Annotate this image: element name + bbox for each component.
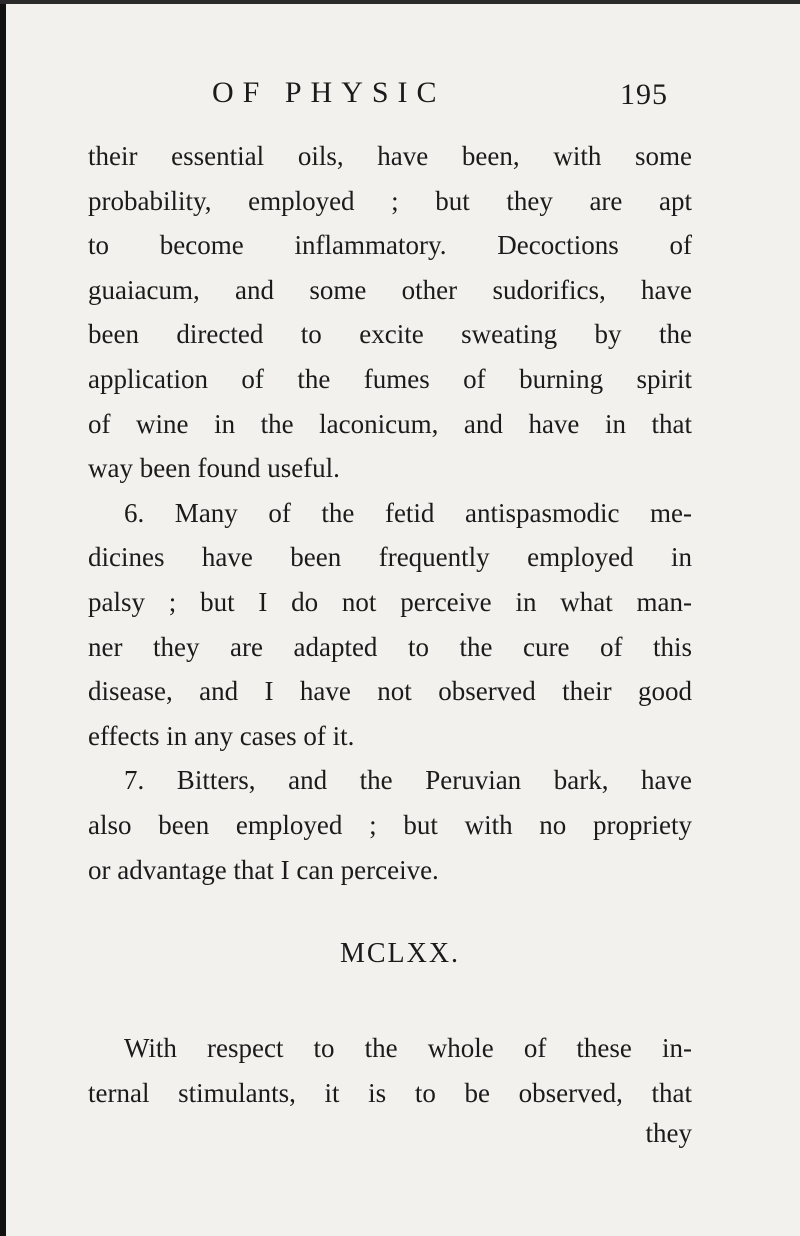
page-top-shadow — [0, 0, 800, 4]
text-line: application of the fumes of burning spirit — [88, 363, 692, 394]
text-line: also been employed ; but with no propriety — [88, 809, 692, 840]
text-line: dicines have been frequently employed in — [88, 542, 692, 573]
section-heading: MCLXX. — [339, 938, 461, 969]
page-number: 195 — [620, 78, 668, 111]
text-line: With respect to the whole of these in- — [124, 1033, 692, 1063]
text-line: palsy ; but I do not perceive in what man- — [88, 586, 692, 617]
paragraph-7-start: 7. Bitters, and the Peruvian bark, have — [124, 765, 692, 796]
text-line: ner they are adapted to the cure of this — [88, 631, 692, 662]
text-line: effects in any cases of it. — [88, 720, 355, 751]
text-line: their essential oils, have been, with some — [88, 141, 692, 171]
running-head: OF PHYSIC — [212, 76, 446, 109]
text-line: been directed to excite sweating by the — [88, 319, 692, 350]
text-line: or advantage that I can perceive. — [88, 854, 439, 885]
final-paragraph — [88, 1026, 692, 1115]
text-line: ternal stimulants, it is to be observed, that — [88, 1077, 692, 1108]
text-line: of wine in the laconicum, and have in that — [88, 408, 692, 439]
body-text — [88, 134, 692, 892]
page-header — [0, 76, 800, 116]
text-line: disease, and I have not observed their good — [88, 676, 692, 707]
text-line: probability, employed ; but they are apt — [88, 185, 692, 216]
text-line: guaiacum, and some other sudorifics, have — [88, 274, 692, 305]
page-edge-shadow — [0, 0, 6, 1236]
text-line: way been found useful. — [88, 453, 340, 484]
catchword: they — [645, 1118, 692, 1148]
paragraph-6-start: 6. Many of the fetid antispasmodic me- — [124, 497, 692, 528]
text-line: to become inflammatory. Decoctions of — [88, 230, 692, 261]
